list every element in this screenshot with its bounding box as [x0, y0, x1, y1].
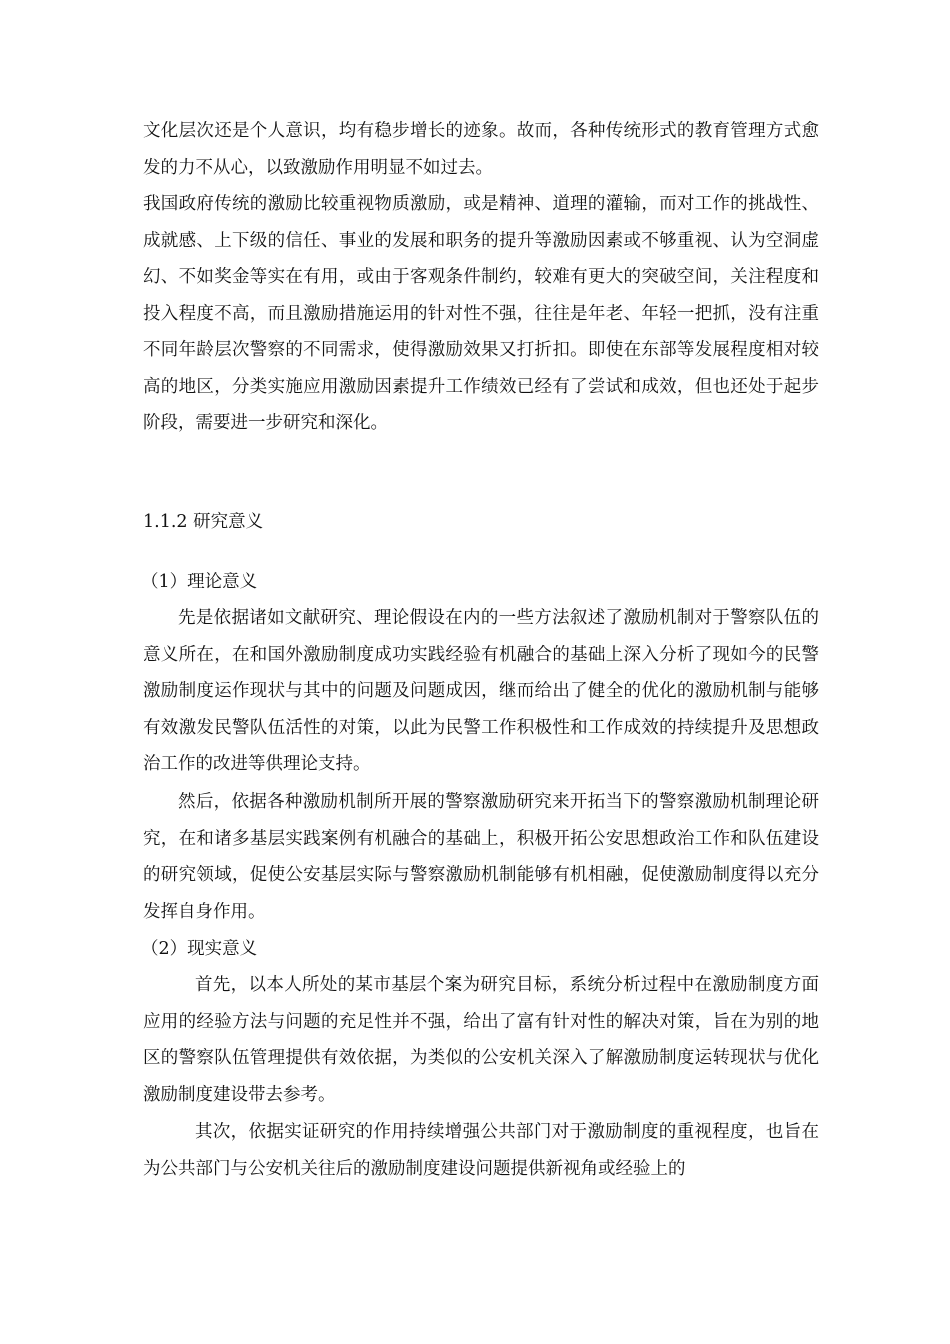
paragraph-theoretical-1: 先是依据诸如文献研究、理论假设在内的一些方法叙述了激励机制对于警察队伍的意义所在，在和国外激励制度成功实践经验有机融合的基础上深入分析了现如今的民警激励制度运作现状与其中的问题及问题成因，继而给出了健全的优化的激励机制与能够有效激发民警队伍活性的对策，以此为民警工作积极性和工作成效的持续提升及思想政治工作的改进等供理论支持。: [143, 608, 819, 774]
subheading-theoretical-significance: （1）理论意义: [141, 572, 258, 592]
subheading-practical-significance: （2）现实意义: [141, 939, 258, 959]
paragraph-theoretical-2: 然后，依据各种激励机制所开展的警察激励研究来开拓当下的警察激励机制理论研究，在和诸多基层实践案例有机融合的基础上，积极开拓公安思想政治工作和队伍建设的研究领域，促使公安基层实际与警察激励机制能够有机相融，促使激励制度得以充分发挥自身作用。: [143, 792, 819, 922]
paragraph-practical-1: 首先，以本人所处的某市基层个案为研究目标，系统分析过程中在激励制度方面应用的经验方法与问题的充足性并不强，给出了富有针对性的解决对策，旨在为别的地区的警察队伍管理提供有效依据，为类似的公安机关深入了解激励制度运转现状与优化激励制度建设带去参考。: [143, 975, 819, 1105]
paragraph-continuation: 文化层次还是个人意识，均有稳步增长的迹象。故而，各种传统形式的教育管理方式愈发的力不从心，以致激励作用明显不如过去。: [143, 121, 819, 178]
paragraph-practical-2: 其次，依据实证研究的作用持续增强公共部门对于激励制度的重视程度，也旨在为公共部门与公安机关往后的激励制度建设问题提供新视角或经验上的: [143, 1122, 819, 1179]
section-heading-research-significance: 1.1.2 研究意义: [143, 512, 264, 532]
paragraph-traditional-incentives: 我国政府传统的激励比较重视物质激励，或是精神、道理的灌输，而对工作的挑战性、成就感、上下级的信任、事业的发展和职务的提升等激励因素或不够重视、认为空洞虚幻、不如奖金等实在有用，或由于客观条件制约，较难有更大的突破空间，关注程度和投入程度不高，而且激励措施运用的针对性不强，往往是年老、年轻一把抓，没有注重不同年龄层次警察的不同需求，使得激励效果又打折扣。即使在东部等发展程度相对较高的地区，分类实施应用激励因素提升工作绩效已经有了尝试和成效，但也还处于起步阶段，需要进一步研究和深化。: [143, 194, 819, 433]
